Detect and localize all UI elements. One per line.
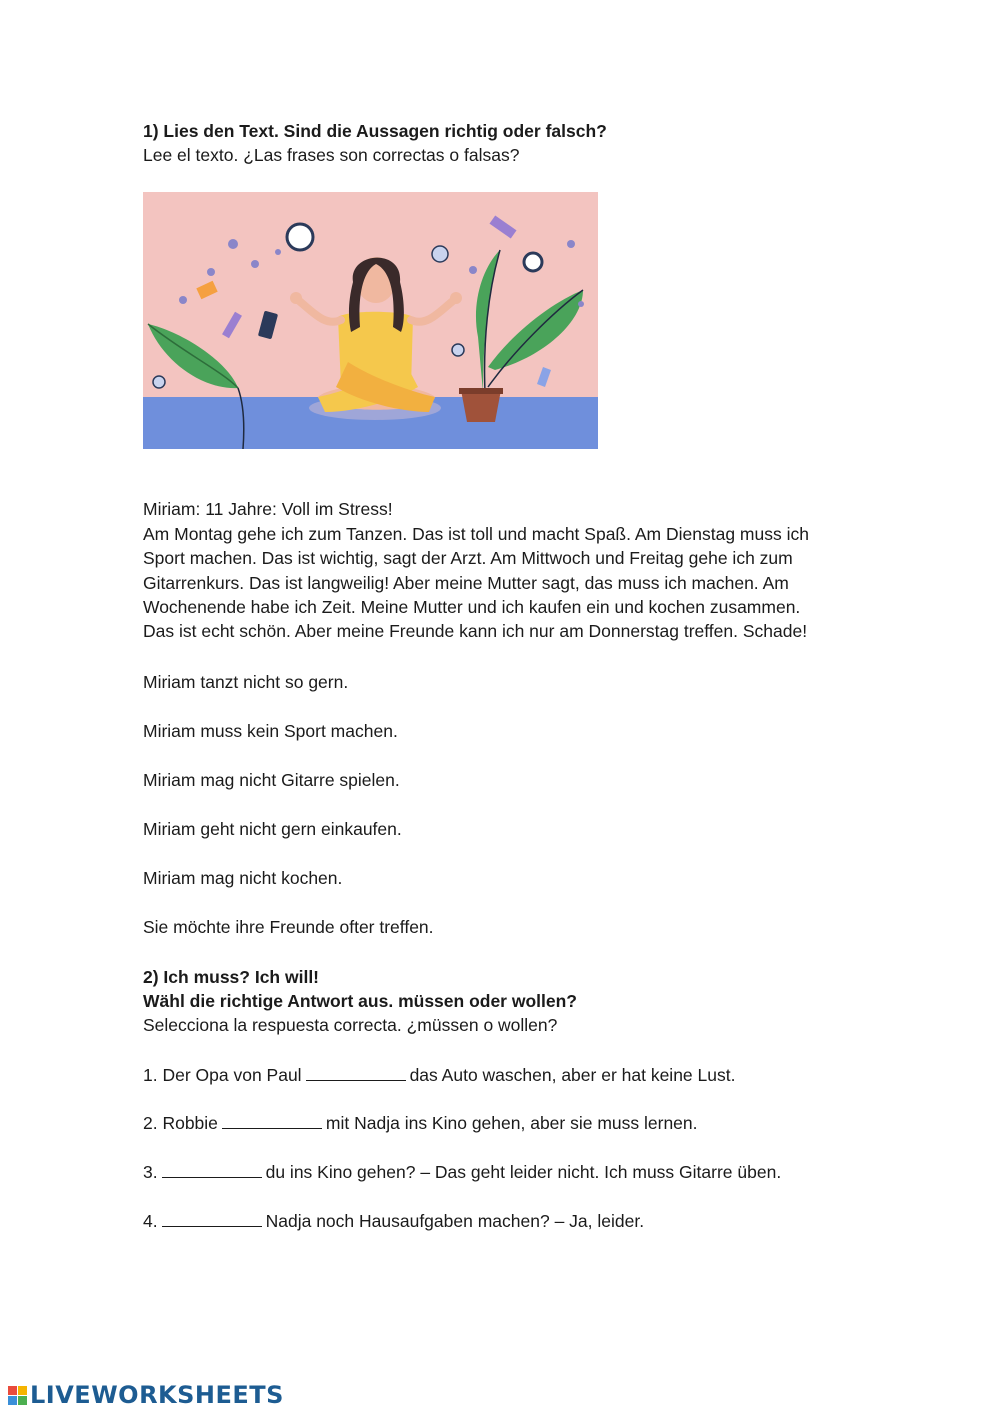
answer-blank[interactable]	[162, 1161, 262, 1178]
section2-instruction: Wähl die richtige Antwort aus. müssen oder wollen?	[143, 991, 577, 1011]
answer-blank[interactable]	[306, 1064, 406, 1081]
logo-text: LIVEWORKSHEETS	[30, 1381, 284, 1409]
text-line: Gitarrenkurs. Das ist langweilig! Aber meine Mutter sagt, das muss ich machen. Am	[143, 572, 789, 593]
answer-blank[interactable]	[162, 1210, 262, 1227]
exercise-item	[143, 1063, 735, 1087]
exercise-prefix: 2. Robbie	[143, 1113, 218, 1133]
text-line: Wochenende habe ich Zeit. Meine Mutter und ich kaufen ein und kochen zusammen.	[143, 596, 801, 617]
statement: Miriam geht nicht gern einkaufen.	[143, 819, 402, 839]
section1-subheading: Lee el texto. ¿Las frases son correctas o falsas?	[143, 145, 520, 165]
exercise-prefix: 4.	[143, 1211, 158, 1231]
section2-instruction-es: Selecciona la respuesta correcta. ¿müssen o wollen?	[143, 1015, 558, 1035]
statement: Miriam tanzt nicht so gern.	[143, 672, 349, 692]
exercise-suffix: das Auto waschen, aber er hat keine Lust.	[409, 1065, 736, 1085]
answer-blank[interactable]	[222, 1112, 322, 1129]
meditation-illustration	[143, 192, 598, 449]
exercise-suffix: du ins Kino gehen? – Das geht leider nicht. Ich muss Gitarre üben.	[265, 1162, 782, 1182]
logo-blocks-icon	[8, 1386, 27, 1405]
exercise-suffix: mit Nadja ins Kino gehen, aber sie muss lernen.	[325, 1113, 698, 1133]
text-title: Miriam: 11 Jahre: Voll im Stress!	[143, 499, 393, 519]
exercise-item	[143, 1111, 698, 1135]
section1-heading: 1) Lies den Text. Sind die Aussagen richtig oder falsch?	[143, 121, 607, 141]
text-line: Sport machen. Das ist wichtig, sagt der Arzt. Am Mittwoch und Freitag gehe ich zum	[143, 548, 793, 569]
statement: Miriam mag nicht kochen.	[143, 868, 343, 888]
exercise-prefix: 1. Der Opa von Paul	[143, 1065, 302, 1085]
section2-heading: 2) Ich muss? Ich will!	[143, 967, 320, 987]
exercise-prefix: 3.	[143, 1162, 158, 1182]
text-line: Das ist echt schön. Aber meine Freunde kann ich nur am Donnerstag treffen. Schade!	[143, 621, 808, 642]
liveworksheets-logo[interactable]	[8, 1380, 284, 1410]
statement: Sie möchte ihre Freunde ofter treffen.	[143, 917, 434, 937]
statement: Miriam muss kein Sport machen.	[143, 721, 398, 741]
statement: Miriam mag nicht Gitarre spielen.	[143, 770, 400, 790]
text-line: Am Montag gehe ich zum Tanzen. Das ist toll und macht Spaß. Am Dienstag muss ich	[143, 524, 809, 544]
reading-text	[143, 522, 863, 643]
exercise-item	[143, 1209, 644, 1233]
exercise-item	[143, 1160, 781, 1184]
exercise-suffix: Nadja noch Hausaufgaben machen? – Ja, leider.	[265, 1211, 645, 1231]
